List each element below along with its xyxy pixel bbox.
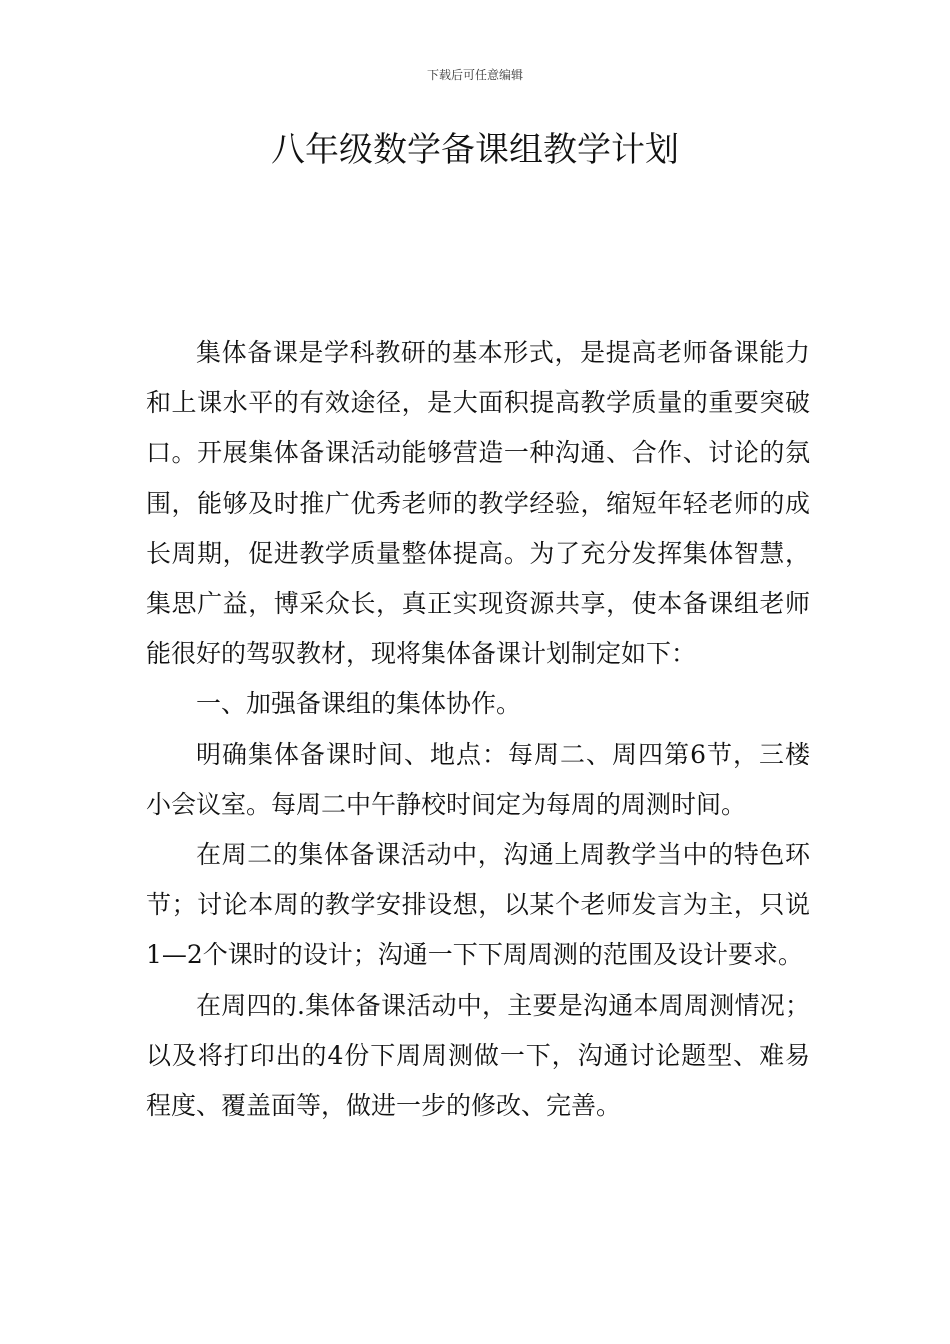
paragraph-schedule: 明确集体备课时间、地点：每周二、周四第6节，三楼小会议室。每周二中午静校时间定为每周的周测时间。 [146,739,810,819]
section-heading: 一、加强备课组的集体协作。 [196,689,522,719]
paragraph-thursday: 在周四的.集体备课活动中，主要是沟通本周周测情况；以及将打印出的4份下周周测做一下，沟通讨论题型、难易程度、覆盖面等，做进一步的修改、完善。 [146,990,810,1121]
paragraph-tuesday: 在周二的集体备课活动中，沟通上周教学当中的特色环节；讨论本周的教学安排设想，以某个老师发言为主，只说1—2个课时的设计；沟通一下下周周测的范围及设计要求。 [146,840,810,970]
document-title: 八年级数学备课组教学计划 [271,130,679,170]
header-note: 下载后可任意编辑 [426,68,523,82]
paragraph-intro: 集体备课是学科教研的基本形式，是提高老师备课能力和上课水平的有效途径，是大面积提高教学质量的重要突破口。开展集体备课活动能够营造一种沟通、合作、讨论的氛围，能够及时推广优秀老师的教学经验，缩短年轻老师的成长周期，促进教学质量整体提高。为了充分发挥集体智慧，集思广益，博采众长，真正实现资源共享，使本备课组老师能很好的驾驭教材，现将集体备课计划制定如下： [146,338,810,669]
document-body [146,328,810,1131]
